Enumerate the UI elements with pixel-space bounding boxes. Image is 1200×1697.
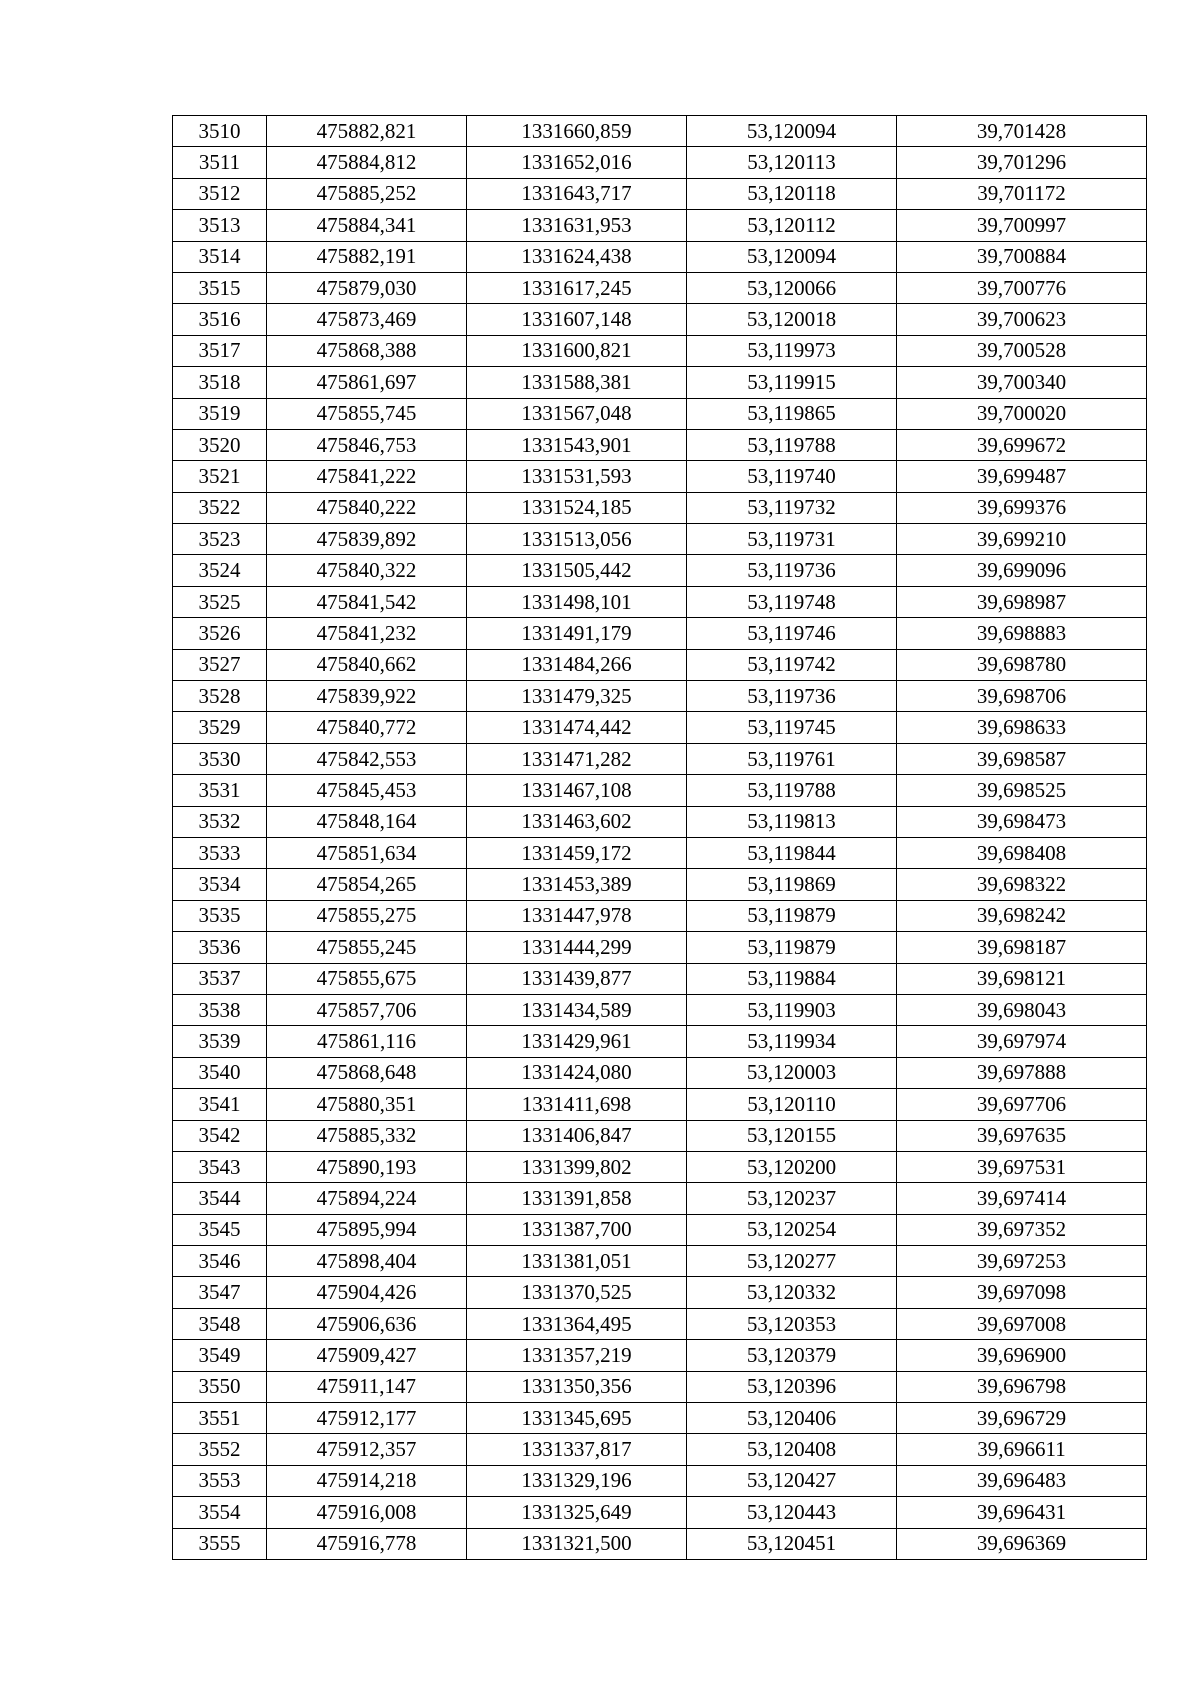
latitude-cell: 53,119869 [687,869,897,900]
x-coordinate-cell: 475868,648 [267,1057,467,1088]
x-coordinate-cell: 475855,675 [267,963,467,994]
y-coordinate-cell: 1331643,717 [467,178,687,209]
y-coordinate-cell: 1331513,056 [467,524,687,555]
table-row [173,994,1147,1025]
latitude-cell: 53,119732 [687,492,897,523]
table-row [173,367,1147,398]
latitude-cell: 53,120018 [687,304,897,335]
y-coordinate-cell: 1331474,442 [467,712,687,743]
y-coordinate-cell: 1331447,978 [467,900,687,931]
y-coordinate-cell: 1331381,051 [467,1246,687,1277]
longitude-cell: 39,699487 [897,461,1147,492]
point-number-cell: 3519 [173,398,267,429]
table-row [173,429,1147,460]
longitude-cell: 39,697008 [897,1308,1147,1339]
x-coordinate-cell: 475873,469 [267,304,467,335]
longitude-cell: 39,698408 [897,837,1147,868]
y-coordinate-cell: 1331329,196 [467,1465,687,1496]
table-row [173,932,1147,963]
x-coordinate-cell: 475898,404 [267,1246,467,1277]
latitude-cell: 53,120277 [687,1246,897,1277]
point-number-cell: 3528 [173,681,267,712]
latitude-cell: 53,119813 [687,806,897,837]
longitude-cell: 39,698883 [897,618,1147,649]
x-coordinate-cell: 475845,453 [267,775,467,806]
x-coordinate-cell: 475846,753 [267,429,467,460]
x-coordinate-cell: 475884,341 [267,210,467,241]
x-coordinate-cell: 475839,892 [267,524,467,555]
x-coordinate-cell: 475855,745 [267,398,467,429]
x-coordinate-cell: 475894,224 [267,1183,467,1214]
x-coordinate-cell: 475904,426 [267,1277,467,1308]
point-number-cell: 3542 [173,1120,267,1151]
x-coordinate-cell: 475842,553 [267,743,467,774]
longitude-cell: 39,696729 [897,1403,1147,1434]
longitude-cell: 39,696611 [897,1434,1147,1465]
longitude-cell: 39,697414 [897,1183,1147,1214]
y-coordinate-cell: 1331463,602 [467,806,687,837]
x-coordinate-cell: 475840,772 [267,712,467,743]
table-row [173,304,1147,335]
point-number-cell: 3554 [173,1497,267,1528]
latitude-cell: 53,120003 [687,1057,897,1088]
point-number-cell: 3527 [173,649,267,680]
point-number-cell: 3531 [173,775,267,806]
latitude-cell: 53,120112 [687,210,897,241]
point-number-cell: 3555 [173,1528,267,1559]
point-number-cell: 3517 [173,335,267,366]
y-coordinate-cell: 1331424,080 [467,1057,687,1088]
longitude-cell: 39,701296 [897,147,1147,178]
table-row [173,1026,1147,1057]
latitude-cell: 53,120118 [687,178,897,209]
table-row [173,241,1147,272]
x-coordinate-cell: 475861,116 [267,1026,467,1057]
point-number-cell: 3521 [173,461,267,492]
longitude-cell: 39,698473 [897,806,1147,837]
x-coordinate-cell: 475911,147 [267,1371,467,1402]
x-coordinate-cell: 475855,245 [267,932,467,963]
longitude-cell: 39,698706 [897,681,1147,712]
x-coordinate-cell: 475912,357 [267,1434,467,1465]
longitude-cell: 39,696369 [897,1528,1147,1559]
y-coordinate-cell: 1331406,847 [467,1120,687,1151]
point-number-cell: 3537 [173,963,267,994]
table-row [173,618,1147,649]
point-number-cell: 3553 [173,1465,267,1496]
latitude-cell: 53,119736 [687,681,897,712]
y-coordinate-cell: 1331498,101 [467,586,687,617]
x-coordinate-cell: 475916,008 [267,1497,467,1528]
point-number-cell: 3550 [173,1371,267,1402]
table-row [173,210,1147,241]
coordinates-table-body [173,116,1147,1560]
point-number-cell: 3544 [173,1183,267,1214]
x-coordinate-cell: 475914,218 [267,1465,467,1496]
y-coordinate-cell: 1331337,817 [467,1434,687,1465]
table-row [173,116,1147,147]
longitude-cell: 39,696431 [897,1497,1147,1528]
table-row [173,1340,1147,1371]
y-coordinate-cell: 1331660,859 [467,116,687,147]
longitude-cell: 39,698587 [897,743,1147,774]
y-coordinate-cell: 1331345,695 [467,1403,687,1434]
table-row [173,743,1147,774]
latitude-cell: 53,119884 [687,963,897,994]
table-row [173,178,1147,209]
x-coordinate-cell: 475840,322 [267,555,467,586]
latitude-cell: 53,120443 [687,1497,897,1528]
longitude-cell: 39,697531 [897,1151,1147,1182]
y-coordinate-cell: 1331321,500 [467,1528,687,1559]
latitude-cell: 53,119879 [687,900,897,931]
longitude-cell: 39,699210 [897,524,1147,555]
latitude-cell: 53,120332 [687,1277,897,1308]
x-coordinate-cell: 475895,994 [267,1214,467,1245]
table-row [173,492,1147,523]
latitude-cell: 53,119788 [687,775,897,806]
longitude-cell: 39,698987 [897,586,1147,617]
y-coordinate-cell: 1331631,953 [467,210,687,241]
longitude-cell: 39,700528 [897,335,1147,366]
point-number-cell: 3552 [173,1434,267,1465]
latitude-cell: 53,120094 [687,241,897,272]
latitude-cell: 53,120113 [687,147,897,178]
y-coordinate-cell: 1331617,245 [467,272,687,303]
table-row [173,1371,1147,1402]
point-number-cell: 3551 [173,1403,267,1434]
point-number-cell: 3540 [173,1057,267,1088]
latitude-cell: 53,120110 [687,1089,897,1120]
table-row [173,335,1147,366]
latitude-cell: 53,119788 [687,429,897,460]
y-coordinate-cell: 1331524,185 [467,492,687,523]
table-row [173,837,1147,868]
y-coordinate-cell: 1331357,219 [467,1340,687,1371]
table-row [173,461,1147,492]
x-coordinate-cell: 475880,351 [267,1089,467,1120]
longitude-cell: 39,701172 [897,178,1147,209]
table-row [173,963,1147,994]
table-row [173,1183,1147,1214]
x-coordinate-cell: 475909,427 [267,1340,467,1371]
x-coordinate-cell: 475855,275 [267,900,467,931]
y-coordinate-cell: 1331484,266 [467,649,687,680]
y-coordinate-cell: 1331387,700 [467,1214,687,1245]
x-coordinate-cell: 475906,636 [267,1308,467,1339]
y-coordinate-cell: 1331459,172 [467,837,687,868]
point-number-cell: 3535 [173,900,267,931]
y-coordinate-cell: 1331391,858 [467,1183,687,1214]
y-coordinate-cell: 1331588,381 [467,367,687,398]
table-row [173,649,1147,680]
latitude-cell: 53,120427 [687,1465,897,1496]
latitude-cell: 53,120451 [687,1528,897,1559]
y-coordinate-cell: 1331364,495 [467,1308,687,1339]
point-number-cell: 3512 [173,178,267,209]
table-row [173,806,1147,837]
y-coordinate-cell: 1331531,593 [467,461,687,492]
point-number-cell: 3529 [173,712,267,743]
longitude-cell: 39,698121 [897,963,1147,994]
y-coordinate-cell: 1331471,282 [467,743,687,774]
point-number-cell: 3532 [173,806,267,837]
latitude-cell: 53,119934 [687,1026,897,1057]
latitude-cell: 53,120237 [687,1183,897,1214]
latitude-cell: 53,120353 [687,1308,897,1339]
y-coordinate-cell: 1331505,442 [467,555,687,586]
latitude-cell: 53,119844 [687,837,897,868]
table-row [173,1465,1147,1496]
latitude-cell: 53,119731 [687,524,897,555]
point-number-cell: 3510 [173,116,267,147]
longitude-cell: 39,696900 [897,1340,1147,1371]
latitude-cell: 53,119879 [687,932,897,963]
table-row [173,1403,1147,1434]
x-coordinate-cell: 475885,332 [267,1120,467,1151]
x-coordinate-cell: 475885,252 [267,178,467,209]
latitude-cell: 53,120396 [687,1371,897,1402]
longitude-cell: 39,698322 [897,869,1147,900]
table-row [173,272,1147,303]
point-number-cell: 3541 [173,1089,267,1120]
longitude-cell: 39,698187 [897,932,1147,963]
point-number-cell: 3524 [173,555,267,586]
x-coordinate-cell: 475839,922 [267,681,467,712]
x-coordinate-cell: 475912,177 [267,1403,467,1434]
table-row [173,1151,1147,1182]
longitude-cell: 39,697706 [897,1089,1147,1120]
longitude-cell: 39,700623 [897,304,1147,335]
longitude-cell: 39,696798 [897,1371,1147,1402]
point-number-cell: 3523 [173,524,267,555]
longitude-cell: 39,700997 [897,210,1147,241]
y-coordinate-cell: 1331467,108 [467,775,687,806]
point-number-cell: 3511 [173,147,267,178]
latitude-cell: 53,119748 [687,586,897,617]
y-coordinate-cell: 1331434,589 [467,994,687,1025]
latitude-cell: 53,119915 [687,367,897,398]
x-coordinate-cell: 475868,388 [267,335,467,366]
longitude-cell: 39,699376 [897,492,1147,523]
table-row [173,1246,1147,1277]
point-number-cell: 3534 [173,869,267,900]
point-number-cell: 3538 [173,994,267,1025]
point-number-cell: 3525 [173,586,267,617]
point-number-cell: 3518 [173,367,267,398]
longitude-cell: 39,696483 [897,1465,1147,1496]
table-row [173,1277,1147,1308]
latitude-cell: 53,119746 [687,618,897,649]
point-number-cell: 3515 [173,272,267,303]
y-coordinate-cell: 1331600,821 [467,335,687,366]
x-coordinate-cell: 475841,232 [267,618,467,649]
y-coordinate-cell: 1331491,179 [467,618,687,649]
y-coordinate-cell: 1331399,802 [467,1151,687,1182]
longitude-cell: 39,697974 [897,1026,1147,1057]
latitude-cell: 53,119742 [687,649,897,680]
x-coordinate-cell: 475916,778 [267,1528,467,1559]
latitude-cell: 53,120094 [687,116,897,147]
longitude-cell: 39,699096 [897,555,1147,586]
latitude-cell: 53,120200 [687,1151,897,1182]
table-row [173,524,1147,555]
y-coordinate-cell: 1331624,438 [467,241,687,272]
latitude-cell: 53,119745 [687,712,897,743]
y-coordinate-cell: 1331411,698 [467,1089,687,1120]
latitude-cell: 53,120408 [687,1434,897,1465]
x-coordinate-cell: 475857,706 [267,994,467,1025]
x-coordinate-cell: 475854,265 [267,869,467,900]
x-coordinate-cell: 475840,662 [267,649,467,680]
point-number-cell: 3526 [173,618,267,649]
point-number-cell: 3546 [173,1246,267,1277]
latitude-cell: 53,119736 [687,555,897,586]
longitude-cell: 39,697352 [897,1214,1147,1245]
longitude-cell: 39,697098 [897,1277,1147,1308]
y-coordinate-cell: 1331567,048 [467,398,687,429]
longitude-cell: 39,698780 [897,649,1147,680]
latitude-cell: 53,119903 [687,994,897,1025]
point-number-cell: 3516 [173,304,267,335]
y-coordinate-cell: 1331370,525 [467,1277,687,1308]
y-coordinate-cell: 1331439,877 [467,963,687,994]
x-coordinate-cell: 475840,222 [267,492,467,523]
longitude-cell: 39,699672 [897,429,1147,460]
table-row [173,900,1147,931]
point-number-cell: 3547 [173,1277,267,1308]
longitude-cell: 39,697253 [897,1246,1147,1277]
y-coordinate-cell: 1331444,299 [467,932,687,963]
y-coordinate-cell: 1331652,016 [467,147,687,178]
table-row [173,681,1147,712]
table-row [173,586,1147,617]
longitude-cell: 39,698525 [897,775,1147,806]
latitude-cell: 53,119865 [687,398,897,429]
longitude-cell: 39,700340 [897,367,1147,398]
y-coordinate-cell: 1331429,961 [467,1026,687,1057]
longitude-cell: 39,700884 [897,241,1147,272]
latitude-cell: 53,119740 [687,461,897,492]
latitude-cell: 53,120379 [687,1340,897,1371]
table-row [173,1120,1147,1151]
table-row [173,1057,1147,1088]
table-row [173,555,1147,586]
table-row [173,775,1147,806]
longitude-cell: 39,697888 [897,1057,1147,1088]
y-coordinate-cell: 1331543,901 [467,429,687,460]
table-row [173,1089,1147,1120]
longitude-cell: 39,698043 [897,994,1147,1025]
x-coordinate-cell: 475841,222 [267,461,467,492]
y-coordinate-cell: 1331453,389 [467,869,687,900]
point-number-cell: 3513 [173,210,267,241]
table-row [173,1528,1147,1559]
latitude-cell: 53,120254 [687,1214,897,1245]
point-number-cell: 3536 [173,932,267,963]
point-number-cell: 3514 [173,241,267,272]
table-row [173,147,1147,178]
table-row [173,712,1147,743]
x-coordinate-cell: 475851,634 [267,837,467,868]
longitude-cell: 39,698242 [897,900,1147,931]
table-row [173,1214,1147,1245]
table-row [173,1497,1147,1528]
point-number-cell: 3545 [173,1214,267,1245]
longitude-cell: 39,700776 [897,272,1147,303]
latitude-cell: 53,119973 [687,335,897,366]
point-number-cell: 3520 [173,429,267,460]
table-row [173,1434,1147,1465]
y-coordinate-cell: 1331479,325 [467,681,687,712]
table-row [173,398,1147,429]
point-number-cell: 3548 [173,1308,267,1339]
x-coordinate-cell: 475848,164 [267,806,467,837]
x-coordinate-cell: 475882,191 [267,241,467,272]
latitude-cell: 53,120406 [687,1403,897,1434]
longitude-cell: 39,698633 [897,712,1147,743]
latitude-cell: 53,120066 [687,272,897,303]
point-number-cell: 3543 [173,1151,267,1182]
coordinates-table [172,115,1147,1560]
latitude-cell: 53,119761 [687,743,897,774]
point-number-cell: 3549 [173,1340,267,1371]
y-coordinate-cell: 1331325,649 [467,1497,687,1528]
x-coordinate-cell: 475841,542 [267,586,467,617]
x-coordinate-cell: 475890,193 [267,1151,467,1182]
longitude-cell: 39,697635 [897,1120,1147,1151]
point-number-cell: 3530 [173,743,267,774]
latitude-cell: 53,120155 [687,1120,897,1151]
x-coordinate-cell: 475882,821 [267,116,467,147]
table-row [173,1308,1147,1339]
point-number-cell: 3533 [173,837,267,868]
x-coordinate-cell: 475884,812 [267,147,467,178]
y-coordinate-cell: 1331607,148 [467,304,687,335]
table-row [173,869,1147,900]
point-number-cell: 3522 [173,492,267,523]
y-coordinate-cell: 1331350,356 [467,1371,687,1402]
longitude-cell: 39,701428 [897,116,1147,147]
x-coordinate-cell: 475879,030 [267,272,467,303]
longitude-cell: 39,700020 [897,398,1147,429]
point-number-cell: 3539 [173,1026,267,1057]
x-coordinate-cell: 475861,697 [267,367,467,398]
